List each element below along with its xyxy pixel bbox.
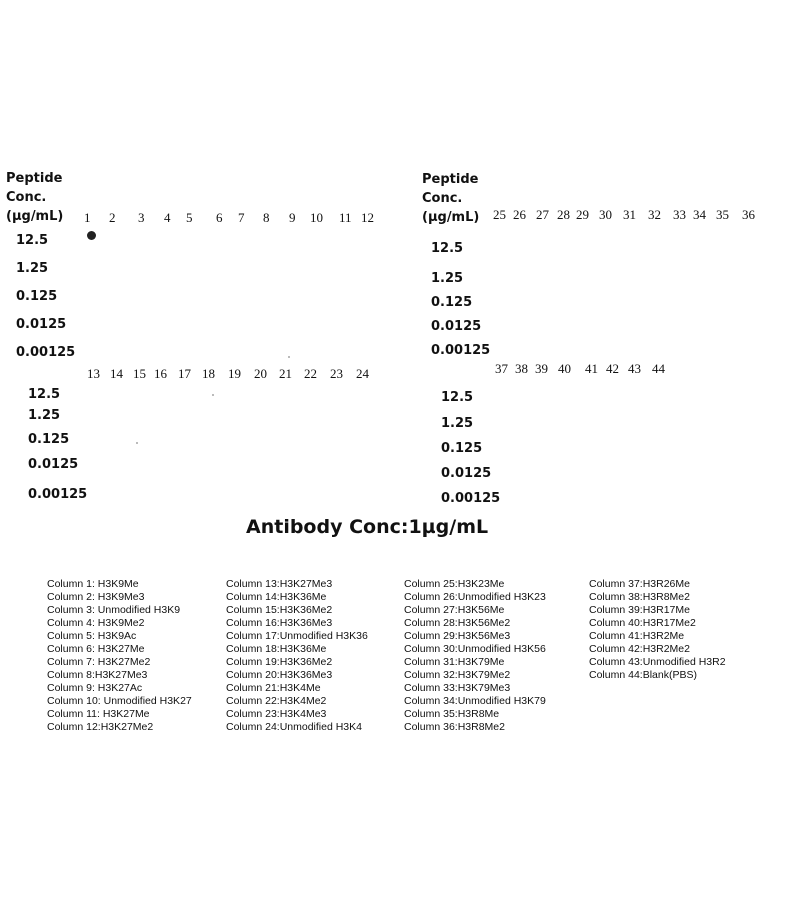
legend-entry: Column 36:H3R8Me2: [404, 721, 505, 733]
legend-entry: Column 15:H3K36Me2: [226, 604, 333, 616]
blot-spot: [87, 231, 96, 240]
legend-entry: Column 35:H3R8Me: [404, 708, 500, 720]
legend-entry: Column 43:Unmodified H3R2: [589, 656, 726, 668]
column-number: 36: [742, 207, 755, 222]
column-number: 42: [606, 361, 619, 376]
column-number: 37: [495, 361, 508, 376]
column-number: 10: [310, 210, 323, 225]
conc-label: 1.25: [16, 261, 49, 276]
column-number: 8: [263, 210, 270, 225]
legend-entry: Column 17:Unmodified H3K36: [226, 630, 368, 642]
legend-entry: Column 14:H3K36Me: [226, 591, 327, 603]
column-number: 33: [673, 207, 686, 222]
legend-entry: Column 4: H3K9Me2: [47, 617, 145, 629]
legend-entry: Column 41:H3R2Me: [589, 630, 685, 642]
conc-label: 0.125: [16, 289, 58, 304]
column-number: 43: [628, 361, 641, 376]
column-number: 38: [515, 361, 528, 376]
column-number: 4: [164, 210, 171, 225]
legend-entry: Column 27:H3K56Me: [404, 604, 505, 616]
column-number: 24: [356, 366, 369, 381]
legend-entry: Column 3: Unmodified H3K9: [47, 604, 181, 616]
legend-entry: Column 29:H3K56Me3: [404, 630, 511, 642]
legend-column-1: [47, 578, 192, 734]
legend-entry: Column 44:Blank(PBS): [589, 669, 697, 681]
legend-entry: Column 9: H3K27Ac: [47, 682, 143, 694]
column-number: 16: [154, 366, 167, 381]
peptide-header-top-left: [6, 169, 63, 226]
column-number: 5: [186, 210, 193, 225]
legend-entry: Column 24:Unmodified H3K4: [226, 721, 362, 733]
legend-entry: Column 26:Unmodified H3K23: [404, 591, 546, 603]
column-number: 3: [138, 210, 145, 225]
conc-label: 0.0125: [28, 457, 79, 472]
peptide-header-line: (µg/mL): [6, 209, 64, 224]
conc-label: 0.00125: [431, 343, 491, 358]
conc-label: 1.25: [431, 271, 464, 286]
legend-entry: Column 10: Unmodified H3K27: [47, 695, 192, 707]
blot-speck: [136, 442, 138, 444]
conc-label: 0.125: [28, 432, 70, 447]
peptide-header-line: (µg/mL): [422, 210, 480, 225]
conc-label: 0.125: [441, 441, 483, 456]
column-number: 40: [558, 361, 571, 376]
column-number: 18: [202, 366, 215, 381]
column-number: 32: [648, 207, 661, 222]
legend-entry: Column 39:H3R17Me: [589, 604, 690, 616]
column-number: 12: [361, 210, 374, 225]
legend-entry: Column 6: H3K27Me: [47, 643, 145, 655]
peptide-header-line: Peptide: [422, 172, 479, 187]
column-number: 1: [84, 210, 91, 225]
legend-column-2: [226, 578, 368, 734]
column-number: 6: [216, 210, 223, 225]
legend-entry: Column 16:H3K36Me3: [226, 617, 333, 629]
legend-entry: Column 19:H3K36Me2: [226, 656, 333, 668]
column-number: 13: [87, 366, 100, 381]
column-number: 19: [228, 366, 241, 381]
column-number: 22: [304, 366, 317, 381]
column-number: 31: [623, 207, 636, 222]
legend-entry: Column 28:H3K56Me2: [404, 617, 511, 629]
conc-label: 0.0125: [441, 466, 492, 481]
peptide-header-top-right: [422, 170, 479, 227]
column-number: 7: [238, 210, 245, 225]
legend-column-4: [589, 578, 726, 682]
column-number: 23: [330, 366, 343, 381]
column-number: 44: [652, 361, 665, 376]
legend-entry: Column 13:H3K27Me3: [226, 578, 333, 590]
column-number: 26: [513, 207, 526, 222]
column-number: 28: [557, 207, 570, 222]
legend-entry: Column 40:H3R17Me2: [589, 617, 696, 629]
conc-label: 12.5: [431, 241, 464, 256]
column-number: 41: [585, 361, 598, 376]
legend-column-3: [404, 578, 546, 734]
column-number: 34: [693, 207, 706, 222]
legend-entry: Column 38:H3R8Me2: [589, 591, 690, 603]
column-number: 35: [716, 207, 729, 222]
conc-label: 0.00125: [28, 487, 88, 502]
legend-entry: Column 1: H3K9Me: [47, 578, 139, 590]
legend-entry: Column 33:H3K79Me3: [404, 682, 511, 694]
column-number: 17: [178, 366, 191, 381]
column-number: 25: [493, 207, 506, 222]
column-number: 27: [536, 207, 549, 222]
legend-entry: Column 8:H3K27Me3: [47, 669, 148, 681]
conc-label: 12.5: [16, 233, 49, 248]
legend-entry: Column 2: H3K9Me3: [47, 591, 145, 603]
legend-entry: Column 30:Unmodified H3K56: [404, 643, 546, 655]
conc-label: 12.5: [28, 387, 61, 402]
legend-entry: Column 20:H3K36Me3: [226, 669, 333, 681]
column-number: 21: [279, 366, 292, 381]
legend-entry: Column 37:H3R26Me: [589, 578, 690, 590]
column-number: 9: [289, 210, 296, 225]
legend-entry: Column 32:H3K79Me2: [404, 669, 511, 681]
column-number: 30: [599, 207, 612, 222]
column-number: 2: [109, 210, 116, 225]
conc-label: 0.0125: [431, 319, 482, 334]
legend-entry: Column 31:H3K79Me: [404, 656, 505, 668]
conc-label: 0.125: [431, 295, 473, 310]
column-number: 39: [535, 361, 548, 376]
column-number: 15: [133, 366, 146, 381]
conc-label: 12.5: [441, 390, 474, 405]
peptide-header-line: Peptide: [6, 171, 63, 186]
legend-entry: Column 7: H3K27Me2: [47, 656, 151, 668]
blot-speck: [212, 394, 214, 396]
legend-entry: Column 21:H3K4Me: [226, 682, 321, 694]
conc-label: 0.00125: [441, 491, 501, 506]
legend-entry: Column 11: H3K27Me: [47, 708, 150, 720]
legend-entry: Column 42:H3R2Me2: [589, 643, 690, 655]
legend-entry: Column 12:H3K27Me2: [47, 721, 154, 733]
legend-entry: Column 34:Unmodified H3K79: [404, 695, 546, 707]
antibody-conc-title: Antibody Conc:1µg/mL: [246, 516, 489, 538]
conc-label: 1.25: [28, 408, 61, 423]
peptide-header-line: Conc.: [6, 190, 47, 205]
column-number: 11: [339, 210, 352, 225]
conc-label: 0.0125: [16, 317, 67, 332]
legend-entry: Column 25:H3K23Me: [404, 578, 505, 590]
blot-speck: [288, 356, 290, 358]
legend-entry: Column 22:H3K4Me2: [226, 695, 327, 707]
legend-entry: Column 5: H3K9Ac: [47, 630, 137, 642]
legend-entry: Column 23:H3K4Me3: [226, 708, 327, 720]
conc-label: 1.25: [441, 416, 474, 431]
legend-entry: Column 18:H3K36Me: [226, 643, 327, 655]
peptide-header-line: Conc.: [422, 191, 463, 206]
column-number: 20: [254, 366, 267, 381]
conc-label: 0.00125: [16, 345, 76, 360]
column-number: 29: [576, 207, 589, 222]
column-number: 14: [110, 366, 123, 381]
